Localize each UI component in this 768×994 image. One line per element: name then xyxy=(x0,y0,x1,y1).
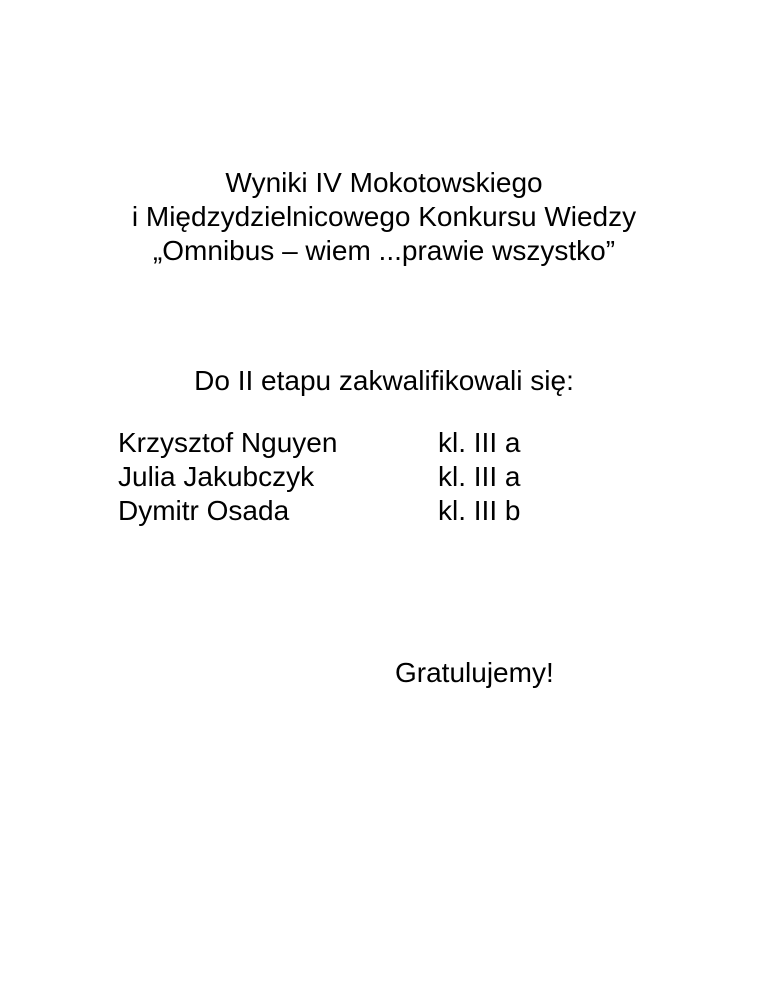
result-row xyxy=(118,460,618,494)
title-line-1: Wyniki IV Mokotowskiego xyxy=(225,167,543,198)
result-row xyxy=(118,426,618,460)
document-title xyxy=(0,166,768,268)
title-line-3: „Omnibus – wiem ...prawie wszystko” xyxy=(152,235,616,266)
participant-class: kl. III a xyxy=(438,427,521,458)
title-line-2: i Międzydzielnicowego Konkursu Wiedzy xyxy=(131,201,637,232)
qualified-heading: Do II etapu zakwalifikowali się: xyxy=(194,365,574,396)
result-row xyxy=(118,494,618,528)
participant-name: Julia Jakubczyk xyxy=(118,461,315,492)
congratulations-text: Gratulujemy! xyxy=(395,657,554,688)
participant-name: Krzysztof Nguyen xyxy=(118,427,338,458)
results-list xyxy=(118,426,618,528)
participant-class: kl. III a xyxy=(438,461,521,492)
participant-name: Dymitr Osada xyxy=(118,495,290,526)
participant-class: kl. III b xyxy=(438,495,521,526)
